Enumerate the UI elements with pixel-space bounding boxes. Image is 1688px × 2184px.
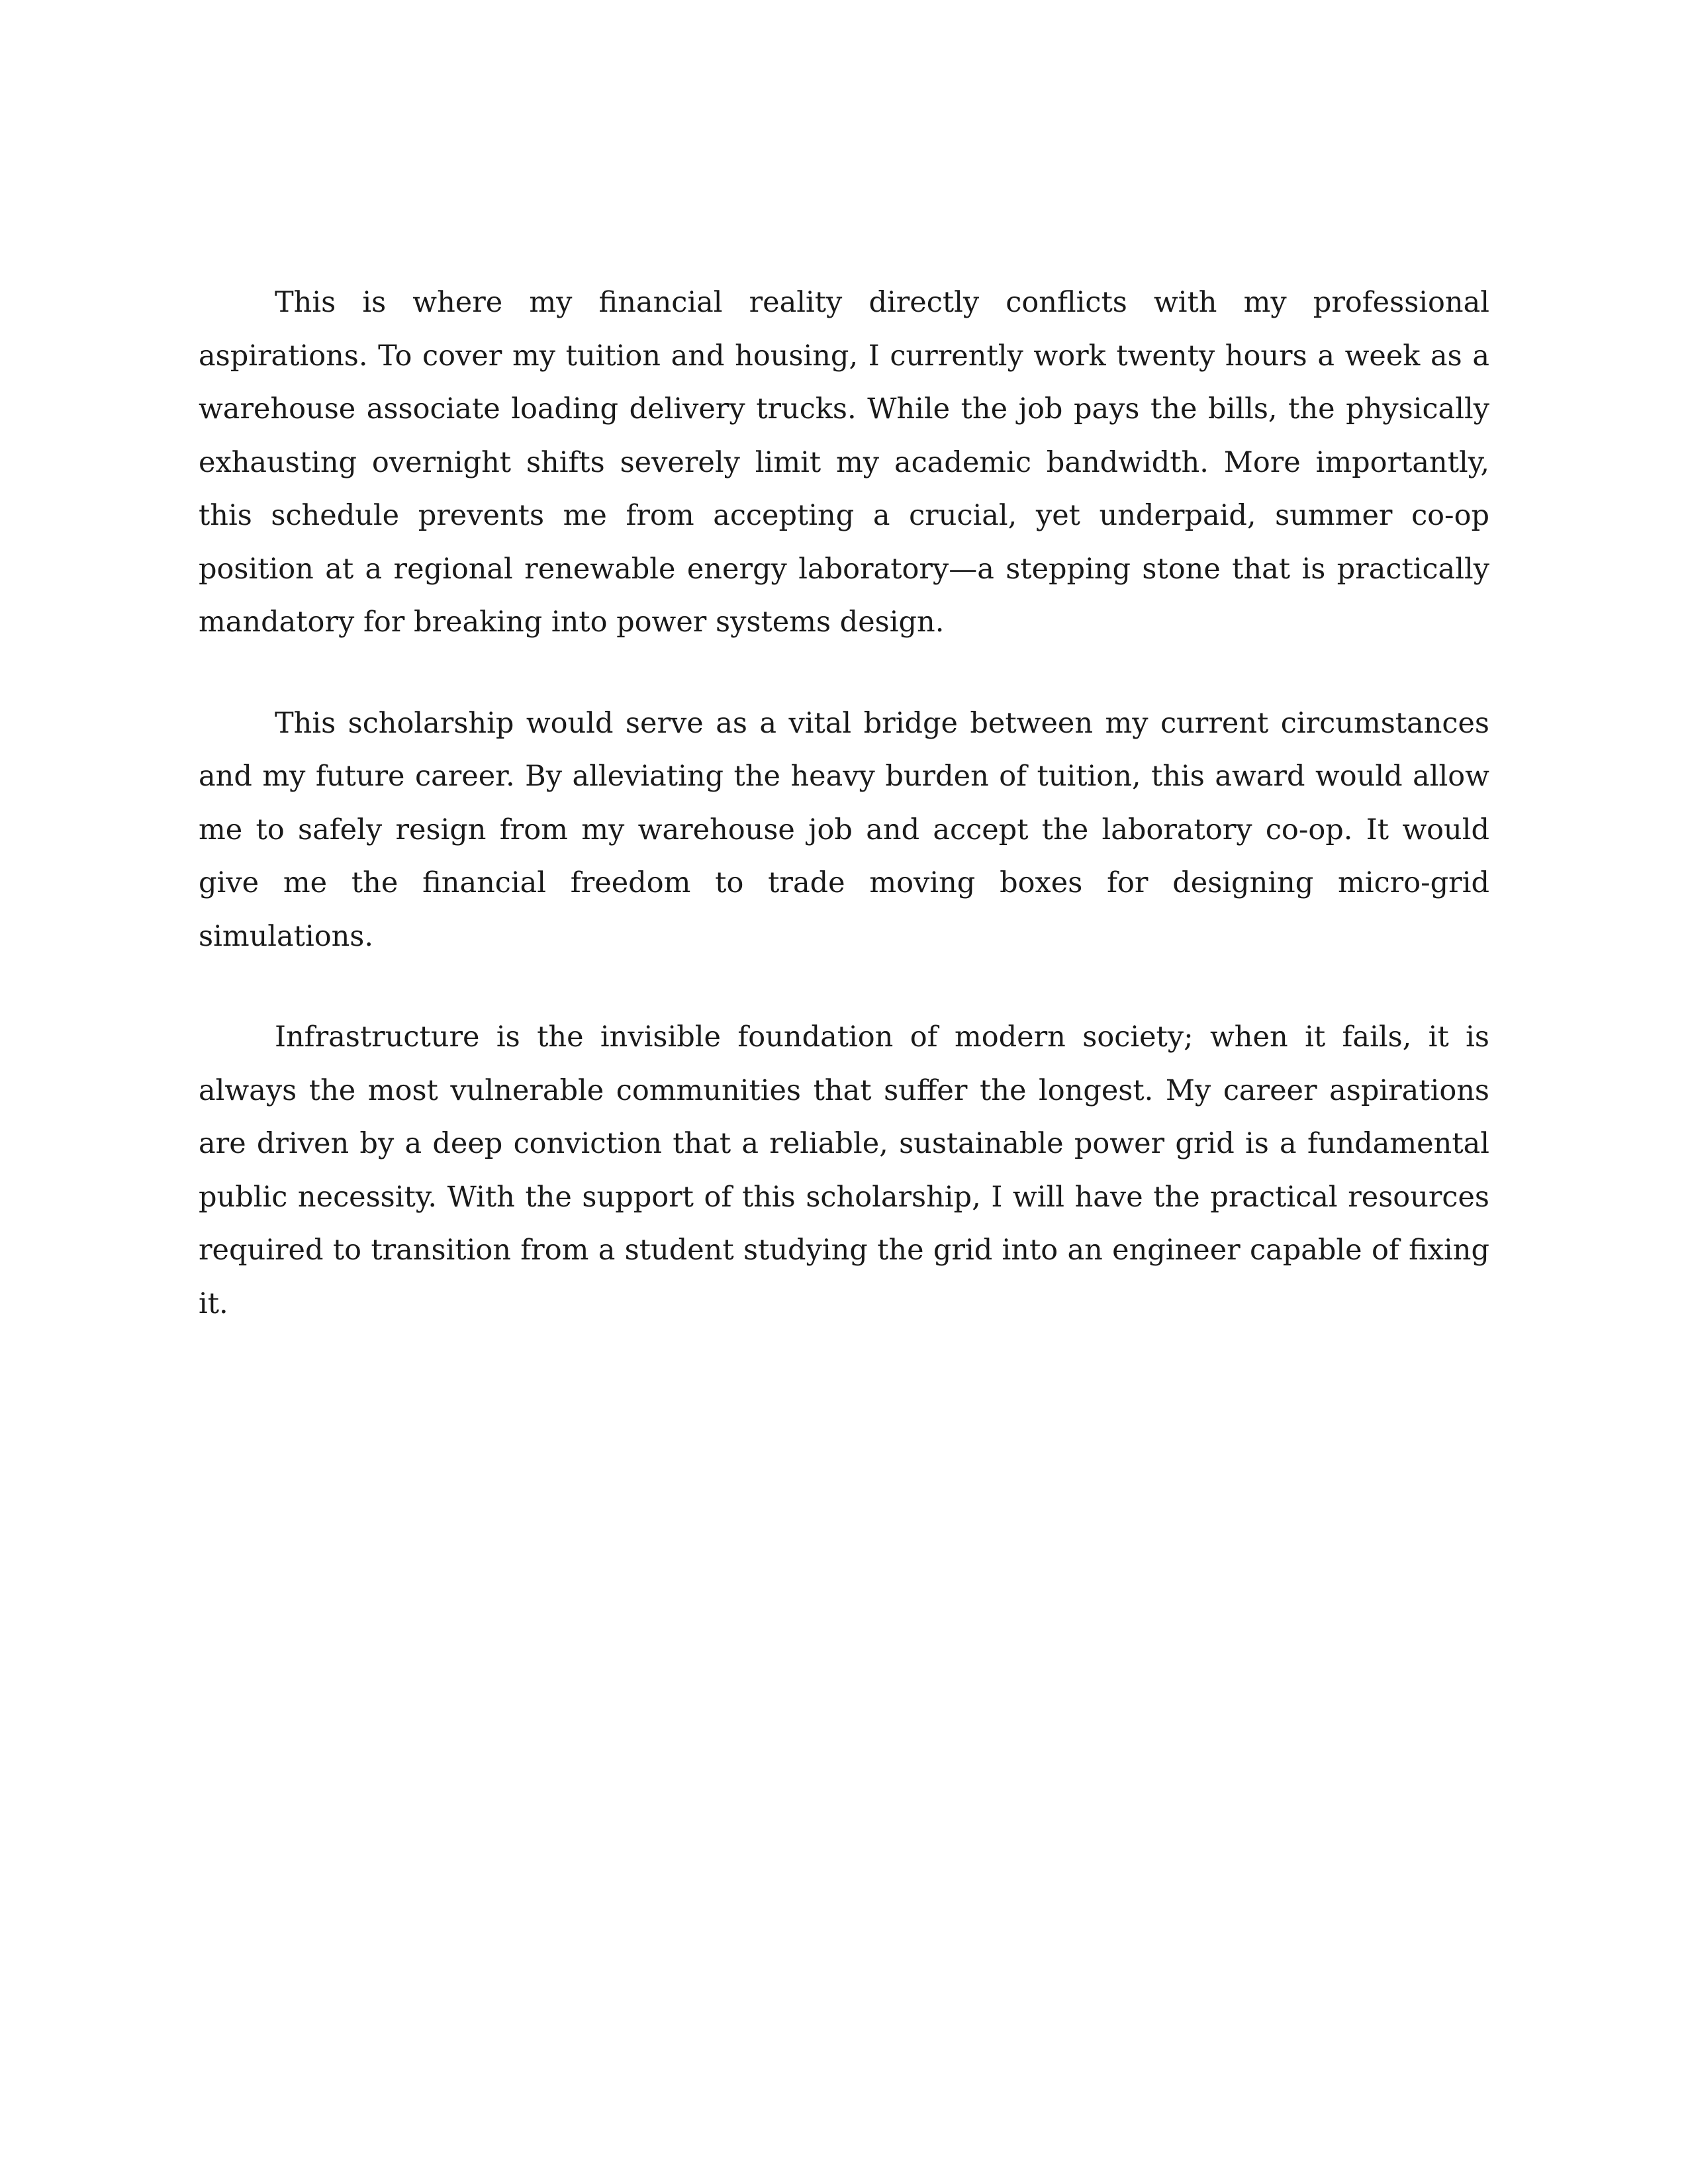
paragraph-infrastructure: Infrastructure is the invisible foundation of modern society; when it fails, it is always the most vulnerable communities that suffer the longest. My career aspirations are driven by a deep conviction that a reliable, sustainable power grid is a fundamental public necessity. With the support of this scholarship, I will have the practical resources required to transition from a student studying the grid into an engineer capable of fixing it.: [199, 1021, 1489, 1320]
paragraph-financial-reality: This is where my financial reality directly conflicts with my professional aspirations. To cover my tuition and housing, I currently work twenty hours a week as a warehouse associate loading delivery trucks. While the job pays the bills, the physically exhausting overnight shifts severely limit my academic bandwidth. More importantly, this schedule prevents me from accepting a crucial, yet underpaid, summer co-op position at a regional renewable energy laboratory—a stepping stone that is practically mandatory for breaking into power systems design.: [199, 286, 1489, 639]
essay-body: [199, 276, 1489, 1378]
paragraph-scholarship-bridge: This scholarship would serve as a vital bridge between my current circumstances and my future career. By alleviating the heavy burden of tuition, this award would allow me to safely resign from my warehouse job and accept the laboratory co-op. It would give me the financial freedom to trade moving boxes for designing micro-grid simulations.: [199, 706, 1489, 953]
